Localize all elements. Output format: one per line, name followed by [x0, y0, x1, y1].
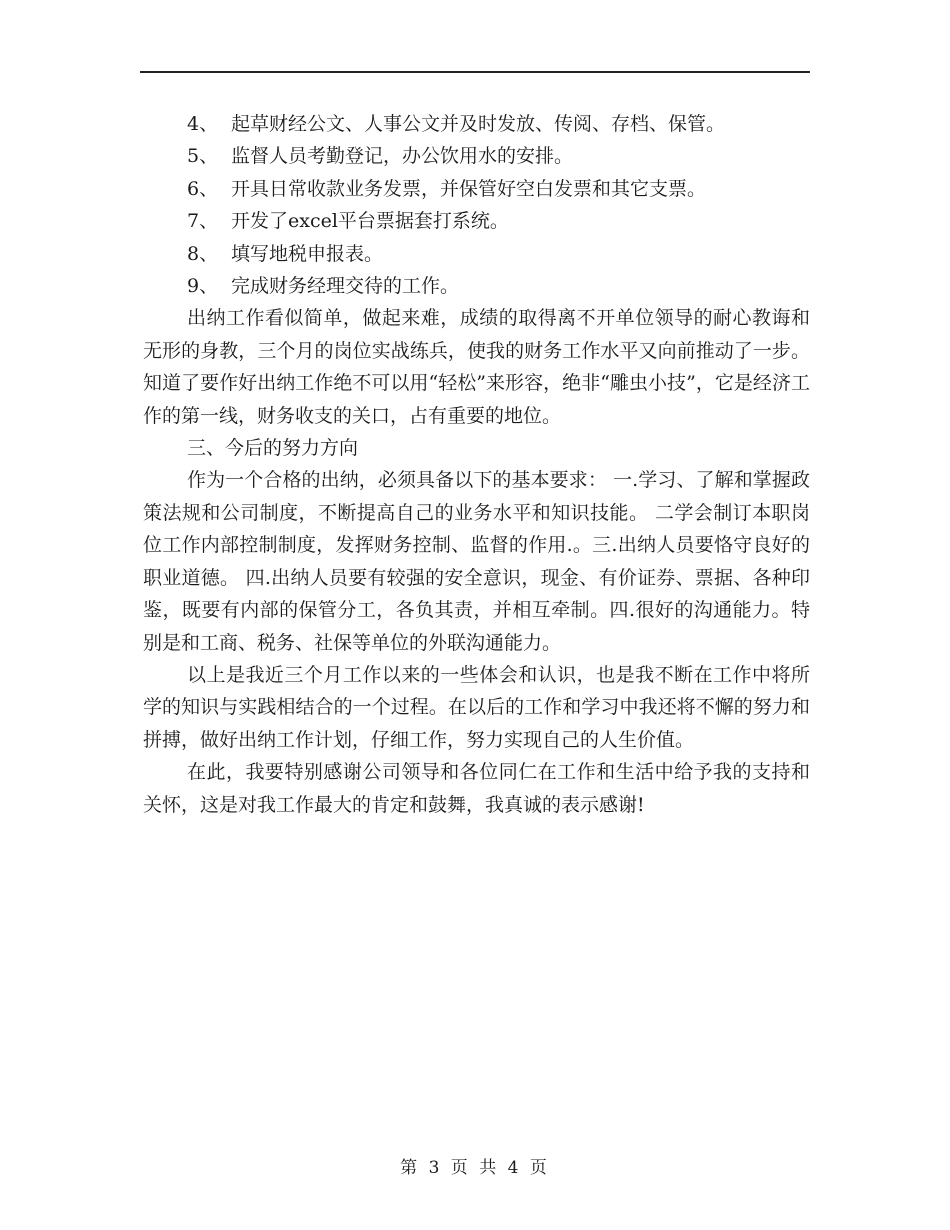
paragraph-requirements: 作为一个合格的出纳，必须具备以下的基本要求： 一.学习、了解和掌握政策法规和公司制度，不断提高自己的业务水平和知识技能。 二学会制订本职岗位工作内部控制制度，发挥财务控制、监督的作用.。三.出纳人员要恪守良好的职业道德。 四.出纳人员要有较强的安全意识，现金、有价证券、票据、各种印鉴，既要有内部的保管分工，各负其责，并相互牵制。四.很好的沟通能力。特别是和工商、税务、社保等单位的外联沟通能力。	[143, 469, 810, 654]
list-item-text: 填写地税申报表。	[231, 242, 384, 265]
list-item-number: 4、	[187, 113, 219, 135]
paragraph-cashier-work: 出纳工作看似简单，做起来难，成绩的取得离不开单位领导的耐心教诲和无形的身教，三个月的岗位实战练兵，使我的财务工作水平又向前推动了一步。知道了要作好出纳工作绝不可以用“轻松”来形容，绝非“雕虫小技”，它是经济工作的第一线，财务收支的关口，占有重要的地位。	[143, 307, 810, 427]
list-item-text: 完成财务经理交待的工作。	[231, 275, 460, 298]
page-number-footer: 第 3 页 共 4 页	[400, 1158, 550, 1178]
list-item	[143, 173, 810, 205]
list-item	[143, 108, 810, 140]
list-item-number: 6、	[187, 177, 219, 200]
list-item-text: 监督人员考勤登记，办公饮用水的安排。	[231, 145, 574, 168]
section-heading: 三、今后的努力方向	[187, 437, 359, 460]
list-item-text: 开发了excel平台票据套打系统。	[231, 210, 509, 233]
list-item-number: 9、	[187, 275, 219, 298]
list-item	[143, 140, 810, 172]
list-item-text: 起草财经公文、人事公文并及时发放、传阅、存档、保管。	[231, 113, 726, 135]
paragraph-thanks: 在此，我要特别感谢公司领导和各位同仁在工作和生活中给予我的支持和关怀，这是对我工作最大的肯定和鼓舞，我真诚的表示感谢!	[143, 761, 810, 816]
list-item	[143, 205, 810, 237]
header-rule	[140, 71, 810, 73]
list-item-text: 开具日常收款业务发票，并保管好空白发票和其它支票。	[231, 177, 707, 200]
list-item-number: 5、	[187, 145, 219, 168]
list-item	[143, 238, 810, 270]
list-item	[143, 270, 810, 302]
paragraph-reflection: 以上是我近三个月工作以来的一些体会和认识，也是我不断在工作中将所学的知识与实践相结合的一个过程。在以后的工作和学习中我还将不懈的努力和拼搏，做好出纳工作计划，仔细工作，努力实现自己的人生价值。	[143, 663, 810, 751]
list-item-number: 7、	[187, 210, 219, 233]
list-item-number: 8、	[187, 242, 219, 265]
document-body	[143, 108, 810, 821]
